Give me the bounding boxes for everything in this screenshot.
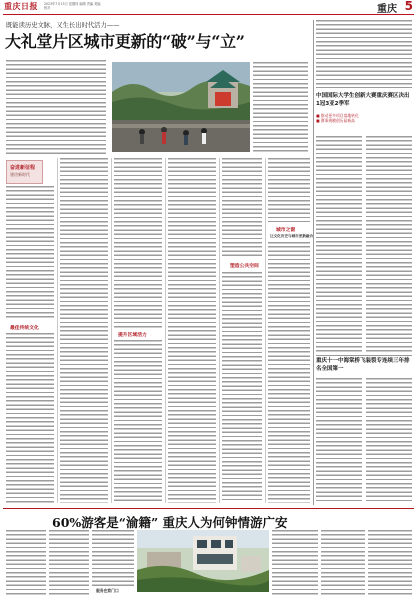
lead-body-col1b bbox=[6, 333, 54, 503]
sidebar-bullets bbox=[316, 113, 412, 133]
column-rule bbox=[165, 158, 166, 503]
bottom-photo bbox=[137, 530, 269, 592]
section-name: 重庆 bbox=[377, 4, 397, 15]
column-tag-subtitle: 建功新时代 bbox=[10, 172, 30, 177]
lead-body-col2 bbox=[60, 158, 108, 503]
bottom-body-col1 bbox=[6, 530, 46, 596]
sidebar-headline-1: 中国国际大学生创新大赛重庆赛区决出1冠3亚2季军 bbox=[316, 93, 410, 107]
newspaper-name: 重庆日报 bbox=[4, 1, 38, 11]
lead-headline: 大礼堂片区城市更新的“破”与“立” bbox=[5, 32, 245, 51]
sidebar-bullet-2: ■ 赛事规模创历届新高 bbox=[316, 118, 355, 123]
column-rule bbox=[219, 158, 220, 503]
column-rule bbox=[111, 158, 112, 503]
lead-subhead-3: 塑造公共空间 bbox=[230, 263, 259, 269]
masthead bbox=[0, 0, 417, 14]
lead-subhead-5: 让文化历史与城市更新融合 bbox=[270, 234, 314, 238]
lead-subhead-1: 最佳传统文化 bbox=[10, 325, 39, 331]
column-rule bbox=[265, 158, 266, 503]
bottom-article-rule bbox=[3, 508, 414, 509]
column-rule bbox=[57, 158, 58, 503]
bottom-body-col5 bbox=[321, 530, 365, 596]
lead-kicker: 既能读历史文脉，又生长出时代活力—— bbox=[6, 22, 120, 29]
great-hall-photo bbox=[112, 62, 250, 152]
bottom-body-col6 bbox=[368, 530, 412, 596]
page-number: 5 bbox=[404, 0, 413, 13]
sidebar-body2-col2 bbox=[366, 378, 412, 504]
sidebar-body2-col1 bbox=[316, 378, 362, 504]
lead-body-col5a bbox=[222, 158, 262, 258]
lead-side-text bbox=[253, 62, 308, 152]
sidebar-bullet-1: ■ 推动更多项目落地转化 bbox=[316, 113, 359, 118]
lead-body-col5b bbox=[222, 272, 262, 503]
bottom-headline: 60%游客是“渝籍” 重庆人为何钟情游广安 bbox=[52, 515, 288, 530]
issue-info: 2023年7月13日 星期四 编辑 责编 美编 校对 bbox=[44, 2, 101, 10]
guangan-building-photo bbox=[137, 530, 269, 592]
bottom-body-col2 bbox=[49, 530, 89, 596]
lead-subhead-4: 城市之窗 bbox=[276, 227, 296, 233]
lead-body-col4 bbox=[168, 158, 216, 503]
lead-photo bbox=[112, 62, 250, 152]
column-tag-title: 奋进新征程 bbox=[10, 165, 36, 171]
sidebar-top-text bbox=[316, 20, 412, 88]
sidebar-body-col1 bbox=[316, 136, 362, 354]
bottom-subhead-1: 服务在家门口 bbox=[96, 588, 119, 593]
lead-body-col6a bbox=[268, 158, 310, 222]
sidebar-rule bbox=[313, 20, 314, 505]
lead-intro-text bbox=[6, 60, 106, 155]
sidebar-divider bbox=[316, 355, 412, 356]
lead-body-col3b bbox=[114, 340, 162, 503]
column-tag bbox=[6, 160, 43, 184]
bottom-body-col4 bbox=[272, 530, 318, 596]
lead-subhead-2: 提升区域活力 bbox=[118, 332, 147, 338]
sidebar-headline-2: 重庆十一中海棠桥飞装裂专连续三年排名全国第一 bbox=[316, 358, 410, 372]
masthead-rule bbox=[3, 14, 414, 15]
bottom-body-col3 bbox=[92, 530, 134, 586]
lead-body-col1a bbox=[6, 186, 54, 320]
lead-body-col3a bbox=[114, 158, 162, 328]
sidebar-body-col2 bbox=[366, 136, 412, 354]
lead-body-col6b bbox=[268, 242, 310, 503]
